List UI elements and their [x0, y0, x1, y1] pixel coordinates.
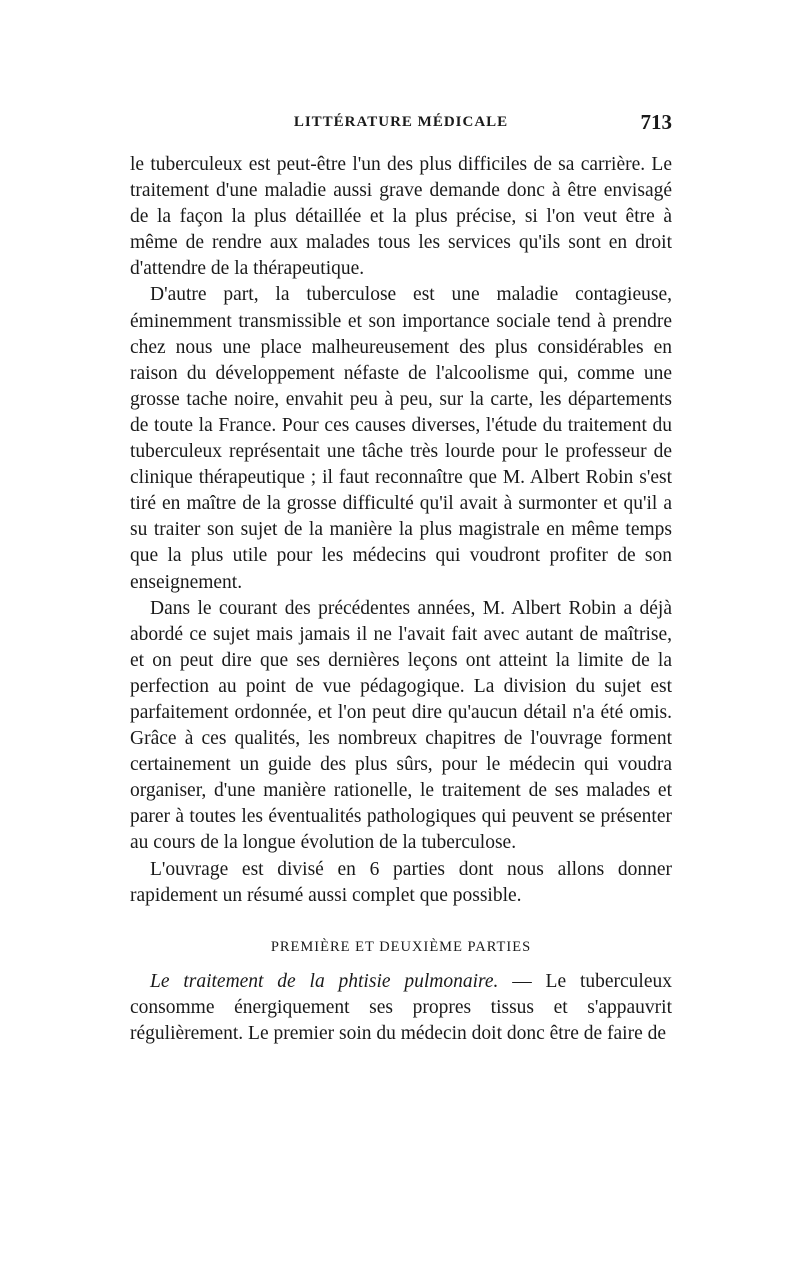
body-text: [130, 152, 672, 1047]
section-heading: PREMIÈRE ET DEUXIÈME PARTIES: [270, 938, 532, 955]
run-in-title: Le traitement de la phtisie pulmonaire.: [150, 970, 499, 992]
paragraph-section-start: [130, 969, 672, 1047]
paragraph-continuation: le tuberculeux est peut-être l'un des plus difficiles de sa carrière. Le traitement d'une maladie aussi grave demande donc à être envisagé de la façon la plus détaillée et la plus précise, si l'on veut être à même de rendre aux malades tous les services qu'ils sont en droit d'attendre de la thérapeutique.: [130, 154, 672, 280]
paragraph-mastery: Dans le courant des précédentes années, M. Albert Robin a déjà abordé ce sujet mais jamais il ne l'avait fait avec autant de maîtrise, et on peut dire que ses dernières leçons ont atteint la limite de la perfection au point de vue pédagogique. La division du sujet est parfaitement ordonnée, et l'on peut dire qu'aucun détail n'a été omis. Grâce à ces qualités, les nombreux chapitres de l'ouvrage forment certainement un guide des plus sûrs, pour le médecin qui voudra organiser, d'une manière rationelle, le traitement de ses malades et parer à toutes les éventualités pathologiques qui peuvent se présenter au cours de la longue évolution de la tuberculose.: [130, 597, 672, 854]
running-head: [130, 110, 672, 142]
running-title: LITTÉRATURE MÉDICALE: [293, 114, 509, 130]
page-number: 713: [640, 110, 672, 134]
section-text: — Le tuberculeux consomme énergiquement ses propres tissus et s'appauvrit régulièrement. Le premier soin du médecin doit donc être de faire de: [130, 970, 672, 1044]
paragraph-structure: L'ouvrage est divisé en 6 parties dont nous allons donner rapidement un résumé aussi complet que possible.: [130, 858, 672, 906]
paragraph-contagion: D'autre part, la tuberculose est une maladie contagieuse, éminemment transmissible et son importance sociale tend à prendre chez nous une place malheureusement des plus considérables en raison du développement néfaste de l'alcoolisme qui, comme une grosse tache noire, envahit peu à peu, sur la carte, les départements de toute la France. Pour ces causes diverses, l'étude du traitement du tuberculeux représentait une tâche très lourde pour le professeur de clinique thérapeutique ; il faut reconnaître que M. Albert Robin s'est tiré en maître de la grosse difficulté qu'il avait à surmonter et qu'il a su traiter son sujet de la manière la plus magistrale en même temps que la plus utile pour les médecins qui voudront profiter de son enseignement.: [130, 284, 672, 593]
